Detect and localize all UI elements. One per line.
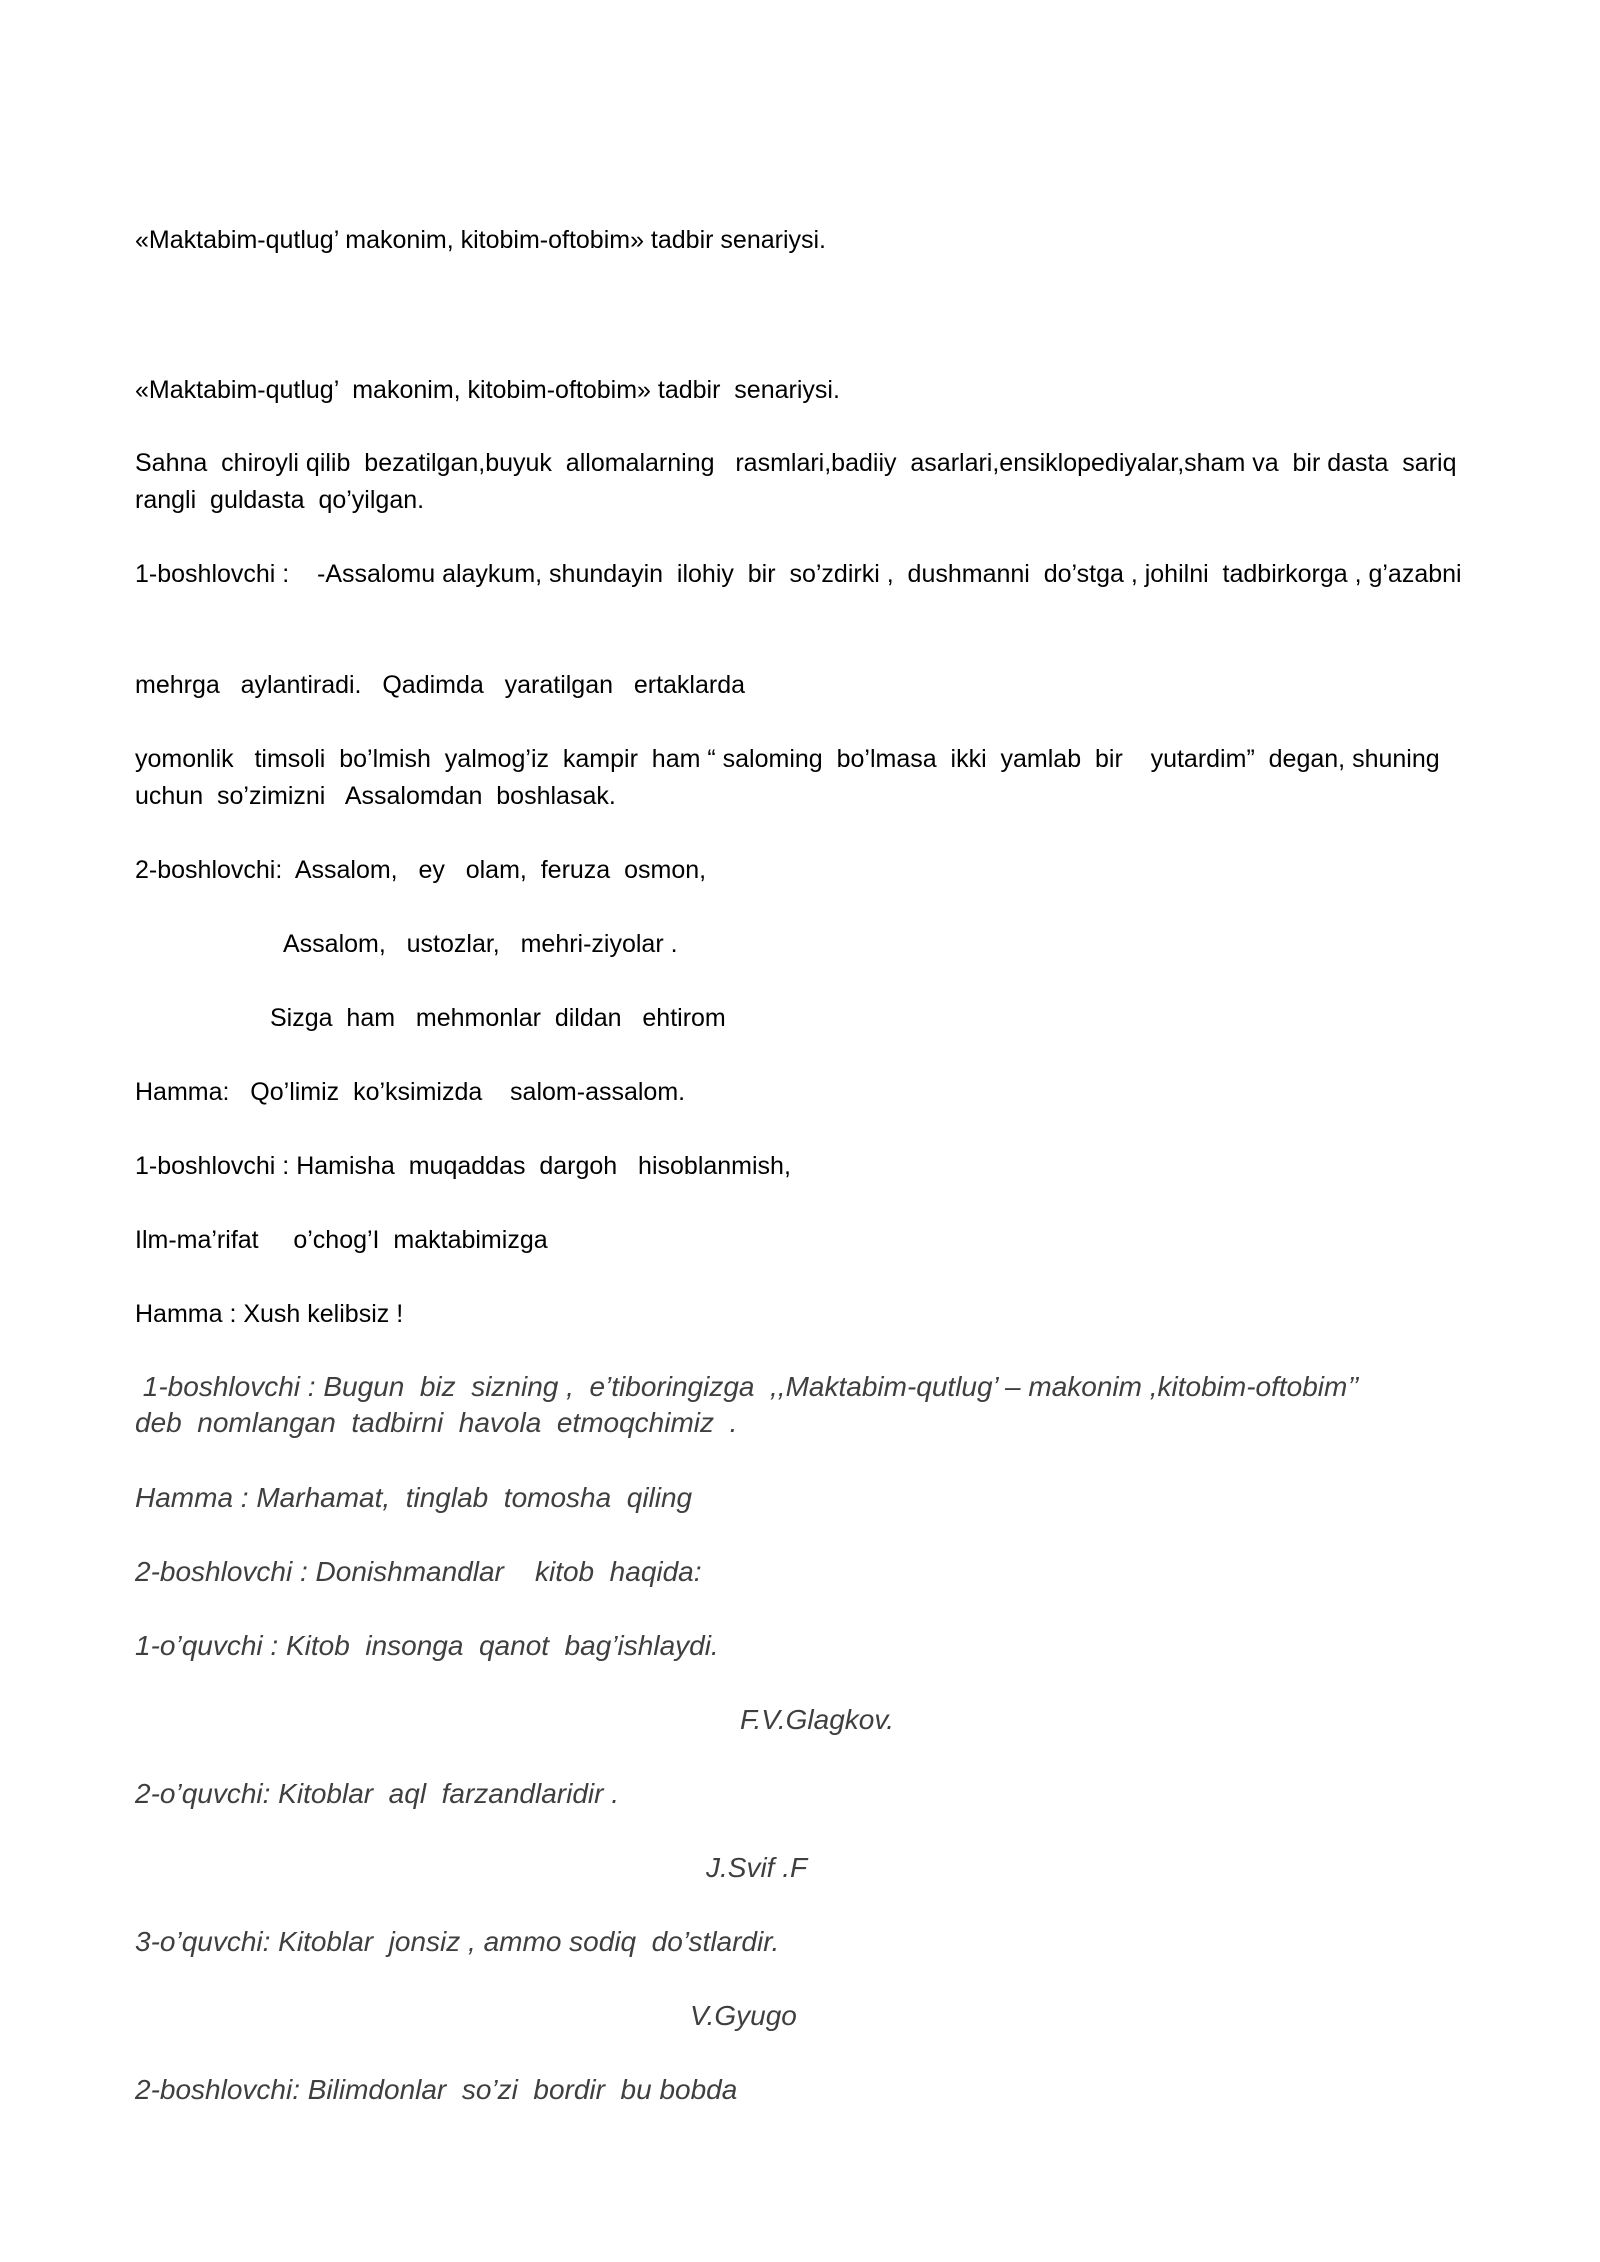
host1-greeting: 1-boshlovchi : -Assalomu alaykum, shundayin ilohiy bir so’zdirki , dushmanni do’stga , johilni tadbirkorga , g’azabni [135, 560, 1462, 588]
all-line3: Hamma : Marhamat, tinglab tomosha qiling [135, 1482, 693, 1513]
host2-poem-line3: Sizga ham mehmonlar dildan ehtirom [270, 1004, 726, 1032]
all-line1: Hamma: Qo’limiz ko’ksimizda salom-assalom. [135, 1078, 686, 1106]
host2-poem-line1: 2-boshlovchi: Assalom, ey olam, feruza osmon, [135, 856, 707, 884]
reader3-quote: 3-o’quvchi: Kitoblar jonsiz , ammo sodiq do’stlardir. [135, 1926, 780, 1957]
host1-line2: 1-boshlovchi : Hamisha muqaddas dargoh hisoblanmish, [135, 1152, 791, 1180]
reader2-quote: 2-o’quvchi: Kitoblar aql farzandlaridir . [135, 1778, 620, 1809]
host2-books: 2-boshlovchi : Donishmandlar kitob haqida: [135, 1556, 702, 1587]
author3: V.Gyugo [690, 2000, 797, 2031]
document-title: «Maktabim-qutlug’ makonim, kitobim-oftobim» tadbir senariysi. [135, 226, 827, 254]
document-heading: «Maktabim-qutlug’ makonim, kitobim-oftobim» tadbir senariysi. [135, 376, 840, 404]
host2-poem-line2: Assalom, ustozlar, mehri-ziyolar . [283, 930, 678, 958]
host1-greeting-cont: mehrga aylantiradi. Qadimda yaratilgan ertaklarda [135, 671, 746, 699]
reader1-quote: 1-o’quvchi : Kitob insonga qanot bag’ishlaydi. [135, 1630, 719, 1661]
author1: F.V.Glagkov. [740, 1704, 895, 1735]
all-line2: Hamma : Xush kelibsiz ! [135, 1300, 404, 1328]
host2-last: 2-boshlovchi: Bilimdonlar so’zi bordir bu bobda [135, 2074, 738, 2105]
author2: J.Svif .F [706, 1852, 808, 1883]
stage-note-paragraph: Sahna chiroyli qilib bezatilgan,buyuk allomalarning rasmlari,badiiy asarlari,ensiklopediyalar,sham va bir dasta sariq rangli guldasta qo’yilgan. [135, 449, 1471, 514]
host1-greeting-cont2: yomonlik timsoli bo’lmish yalmog’iz kampir ham “ saloming bo’lmasa ikki yamlab bir yutardim” degan, shuning uchun so’zimizni Assalomdan boshlasak. [135, 745, 1454, 810]
host1-line3: Ilm-ma’rifat o’chog’I maktabimizga [135, 1226, 548, 1254]
host1-intro: 1-boshlovchi : Bugun biz sizning , e’tiboringizga ,,Maktabim-qutlug’ – makonim ,kitobim-oftobim’’ deb nomlangan tadbirni havola etmoqchimiz . [135, 1371, 1373, 1438]
